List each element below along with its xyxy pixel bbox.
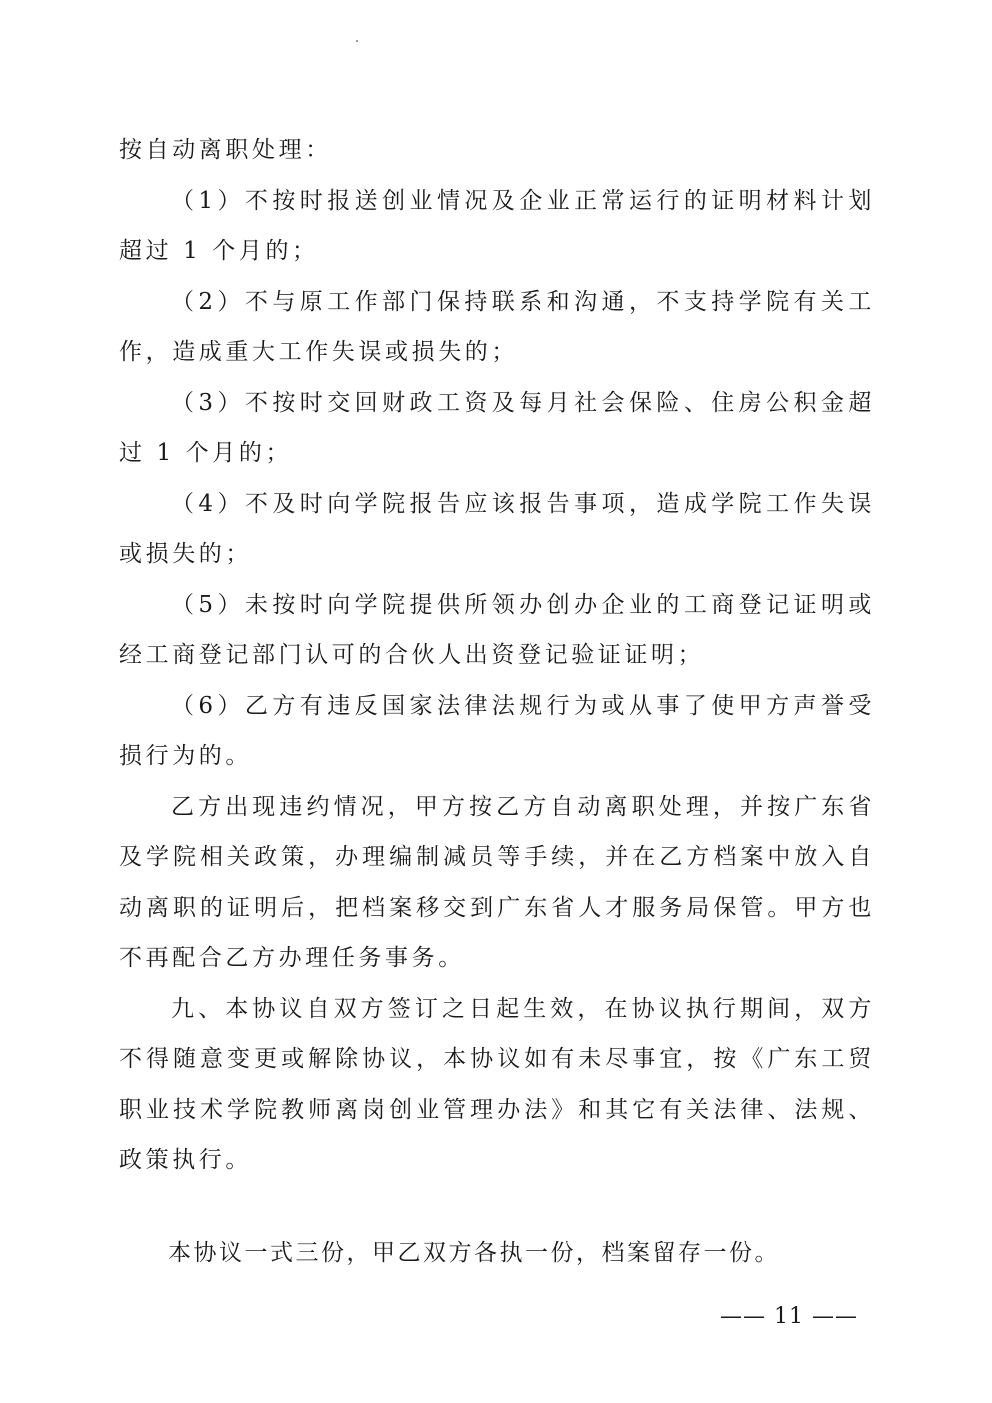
paragraph-breach-handling: 乙方出现违约情况，甲方按乙方自动离职处理，并按广东省及学院相关政策，办理编制减员等手续，并在乙方档案中放入自动离职的证明后，把档案移交到广东省人才服务局保管。甲方也不再配合乙方办理任务事务。 bbox=[119, 793, 875, 971]
paragraph-intro: 按自动离职处理： bbox=[119, 137, 332, 163]
scan-speck bbox=[356, 40, 358, 42]
paragraph-item-6: （6）乙方有违反国家法律法规行为或从事了使甲方声誉受损行为的。 bbox=[119, 692, 875, 769]
paragraph-clause-nine: 九、本协议自双方签订之日起生效，在协议执行期间，双方不得随意变更或解除协议，本协议如有未尽事宜，按《广东工贸职业技术学院教师离岗创业管理办法》和其它有关法律、法规、政策执行。 bbox=[119, 995, 875, 1173]
paragraph-item-5: （5）未按时向学院提供所领办创办企业的工商登记证明或经工商登记部门认可的合伙人出资登记验证证明； bbox=[119, 591, 875, 668]
document-body bbox=[119, 125, 875, 1186]
paragraph-item-4: （4）不及时向学院报告应该报告事项，造成学院工作失误或损失的； bbox=[119, 490, 875, 567]
closing-statement: 本协议一式三份，甲乙双方各执一份，档案留存一份。 bbox=[168, 1240, 780, 1266]
paragraph-item-2: （2）不与原工作部门保持联系和沟通，不支持学院有关工作，造成重大工作失误或损失的； bbox=[119, 288, 875, 365]
paragraph-item-3: （3）不按时交回财政工资及每月社会保险、住房公积金超过 1 个月的； bbox=[119, 389, 875, 466]
paragraph-item-1: （1）不按时报送创业情况及企业正常运行的证明材料计划超过 1 个月的； bbox=[119, 187, 875, 264]
page-number: —— 11 —— bbox=[720, 1304, 858, 1329]
